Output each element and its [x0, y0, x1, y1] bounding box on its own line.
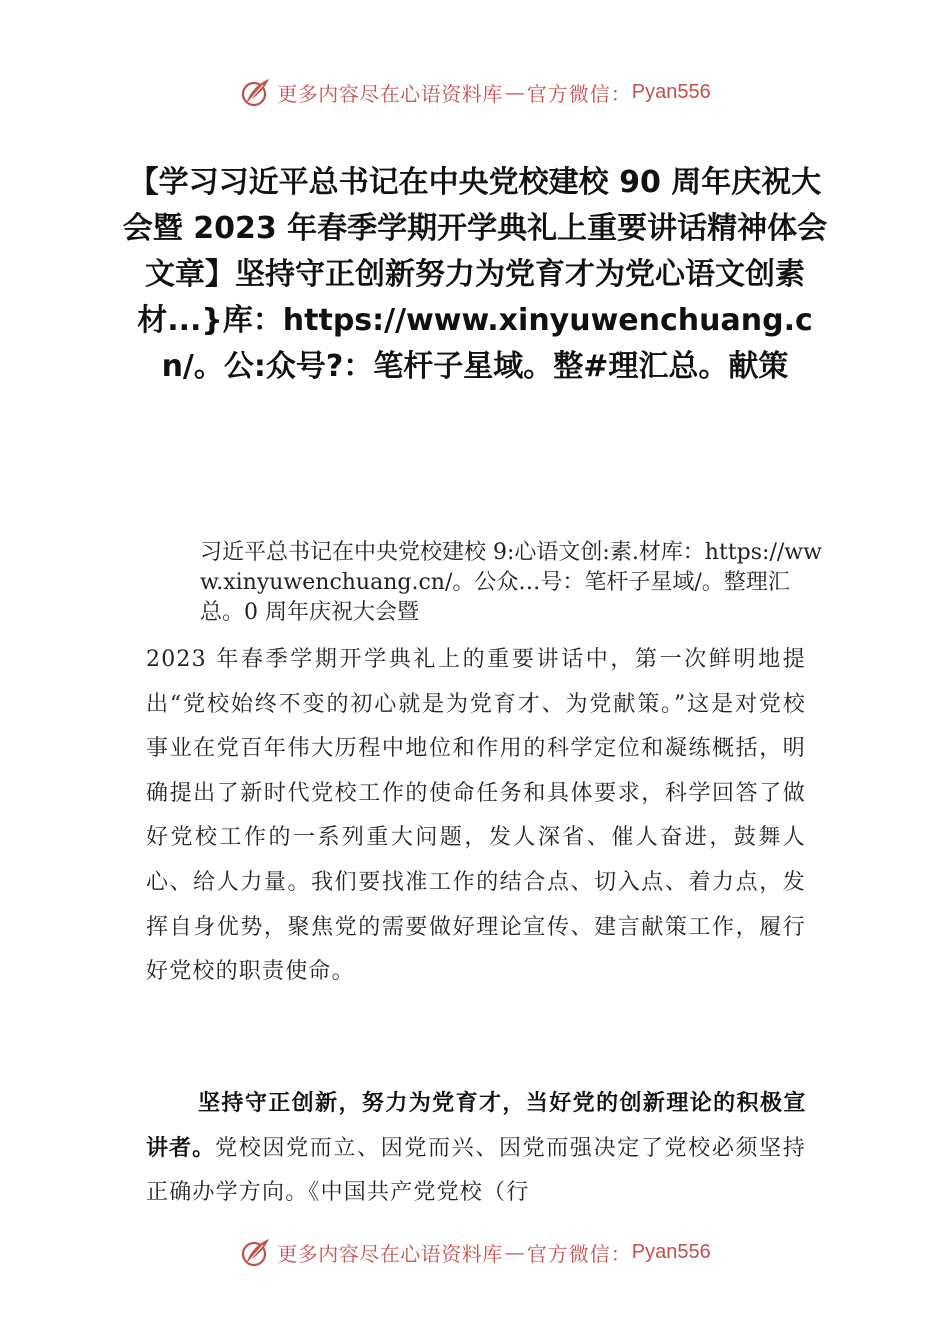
- header-banner: [0, 72, 950, 112]
- feather-logo-icon: [239, 75, 273, 109]
- header-banner-wechat-label: 官方微信：: [526, 81, 632, 106]
- footer-banner-wechat-id: Pyan556: [631, 1240, 711, 1263]
- header-banner-separator: —: [504, 80, 525, 104]
- feather-logo-icon: [239, 1235, 273, 1269]
- footer-banner-text: 更多内容尽在心语资料库: [277, 1241, 503, 1266]
- header-banner-wechat-id: Pyan556: [631, 80, 711, 103]
- header-banner-text: 更多内容尽在心语资料库: [277, 81, 503, 106]
- footer-banner-wechat-label: 官方微信：: [526, 1241, 632, 1266]
- footer-banner: [0, 1232, 950, 1272]
- footer-banner-separator: —: [504, 1240, 525, 1264]
- intro-block: 习近平总书记在中央党校建校 9:心语文创:素.材库：https://www.xinyuwenchuang.cn/。公众…号：笔杆子星域/。整理汇总。0 周年庆祝大会暨: [200, 540, 822, 625]
- paragraph-2: [146, 1082, 806, 1216]
- document-title: 【学习习近平总书记在中央党校建校 90 周年庆祝大会暨 2023 年春季学期开学典礼上重要讲话精神体会文章】坚持守正创新努力为党育才为党心语文创素材...}库：https://www.xinyuwenchuang.cn/。公:众号?：笔杆子星域。整#理汇总。献策: [122, 165, 828, 384]
- paragraph-1: 2023 年春季学期开学典礼上的重要讲话中，第一次鲜明地提出“党校始终不变的初心就是为党育才、为党献策。”这是对党校事业在党百年伟大历程中地位和作用的科学定位和凝练概括，明确提出了新时代党校工作的使命任务和具体要求，科学回答了做好党校工作的一系列重大问题，发人深省、催人奋进，鼓舞人心、给人力量。我们要找准工作的结合点、切入点、着力点，发挥自身优势，聚焦党的需要做好理论宣传、建言献策工作，履行好党校的职责使命。: [146, 647, 806, 985]
- paragraph-2-lead: 坚持守正创新，努力为党育才，当好党的创新理论的积极宣讲者。: [146, 1091, 806, 1161]
- paragraph-2-body: 党校因党而立、因党而兴、因党而强决定了党校必须坚持正确办学方向。《中国共产党党校（行: [146, 1135, 806, 1206]
